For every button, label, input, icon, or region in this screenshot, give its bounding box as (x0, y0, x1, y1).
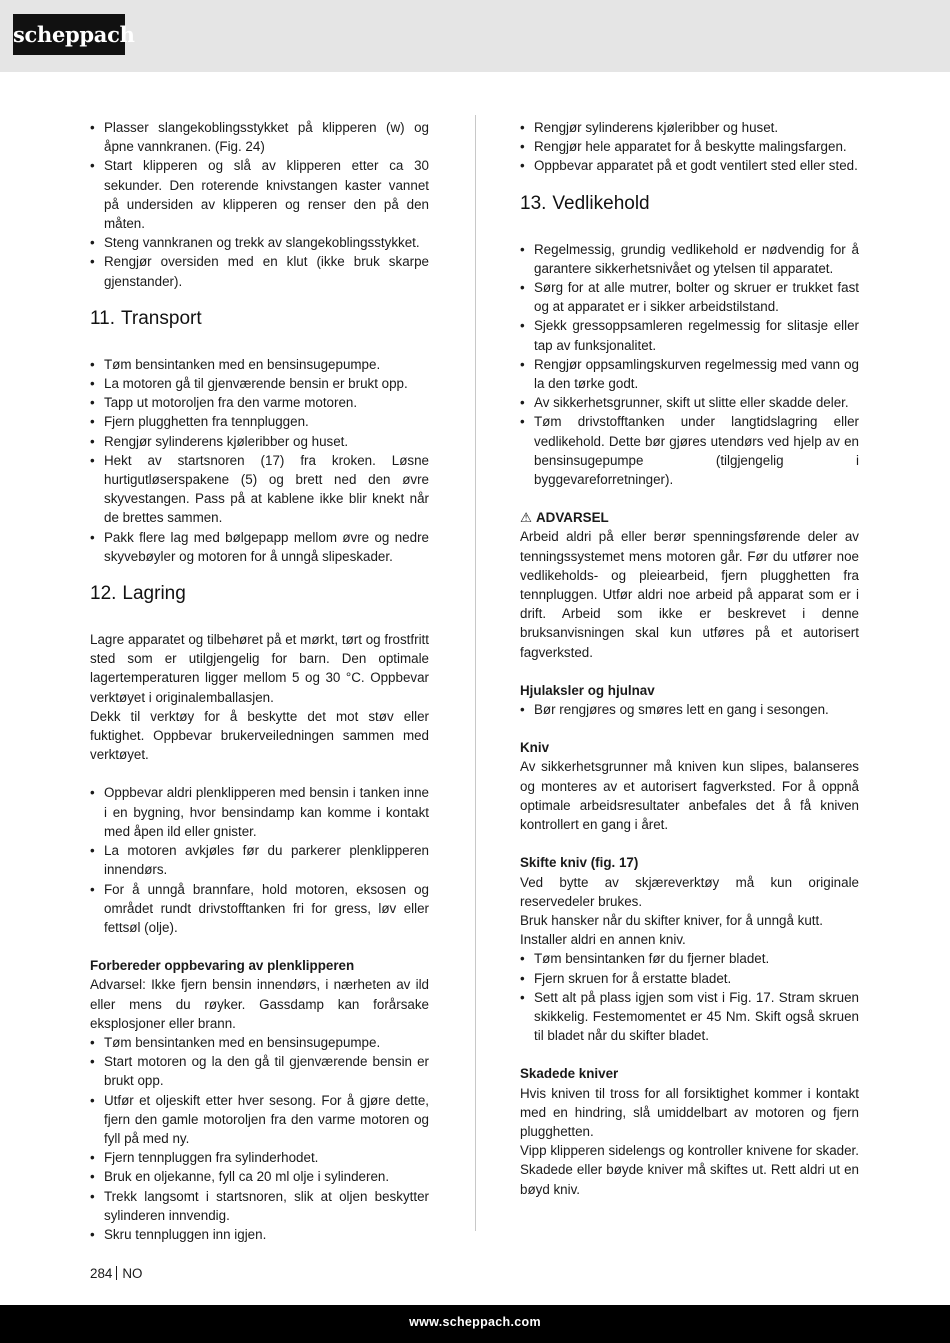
list-item: • Plasser slangekoblingsstykket på klipperen (w) og åpne vannkranen. (Fig. 24) (90, 118, 429, 156)
spacer (520, 834, 859, 853)
list-item: • Sjekk gressoppsamleren regelmessig for slitasje eller tap av funksjonalitet. (520, 316, 859, 354)
column-divider (475, 115, 476, 1231)
blade-paragraph: Av sikkerhetsgrunner må kniven kun slipes, balanseres og monteres av et autorisert fagverksted. For å oppnå optimale arbeidsresultater anbefales det å få kniven kontrollert en gang i året. (520, 759, 859, 833)
forbereder-paragraph: Advarsel: Ikke fjern bensin innendørs, i nærheten av ild eller mens du røyker. Gassdamp kan forårsake eksplosjoner eller brann. (90, 977, 429, 1031)
maintenance-list (520, 240, 859, 490)
change-blade-list (520, 949, 859, 1045)
section-number: 13. (520, 192, 547, 214)
subheading-forbereder: Forbereder oppbevaring av plenklipperen (90, 958, 355, 974)
list-item: • Trekk langsomt i startsnoren, slik at oljen beskytter sylinderen innvendig. (90, 1187, 429, 1225)
section-number: 12. (90, 583, 117, 605)
storage-paragraph-2: Dekk til verktøy for å beskytte det mot støv eller fuktighet. Oppbevar brukerveiledningen sammen med verktøyet. (90, 708, 429, 763)
list-item: • Bruk en oljekanne, fyll ca 20 ml olje i sylinderen. (90, 1167, 429, 1186)
website-url: www.scheppach.com (409, 1315, 541, 1329)
list-item: • Regelmessig, grundig vedlikehold er nødvendig for å garantere sikkerhetsnivået og ytelsen til apparatet. (520, 240, 859, 278)
section-title: Transport (121, 307, 202, 329)
cleaning-list (520, 118, 859, 176)
section-heading-vedlikehold (520, 192, 859, 216)
change-blade-paragraph-2: Bruk hansker når du skifter kniver, for å unngå kutt. (520, 912, 823, 928)
list-item: • Hekt av startsnoren (17) fra kroken. Løsne hurtigutløserspakene (5) og brett ned den øvre skyvestangen. Pass på at kablene ikke blir knekt når de brettes sammen. (90, 451, 429, 528)
storage-paragraph: Lagre apparatet og tilbehøret på et mørkt, tørt og frostfritt sted som er utilgjengelig for barn. Den optimale lagertemperaturen ligger mellom 5 og 30 °C. Oppbevar verktøyet i originalemballasjen. (90, 632, 429, 705)
spacer (520, 489, 859, 508)
section-heading-lagring (90, 582, 429, 606)
list-item: • Pakk flere lag med bølgepapp mellom øvre og nedre skyvebøyler og motoren for å unngå slipeskader. (90, 528, 429, 566)
warning-paragraph: Arbeid aldri på eller berør spenningsførende deler av tenningssystemet mens motoren går. Før du utfører noe vedlikeholds- og pleiearbeid, fjern plugghetten fra tennpluggen. Utfør aldri noe arbeid på apparat som er i drift. Arbeid som ikke er beskrevet i denne bruksanvisningen skal kun utføres på et autorisert fagverksted. (520, 529, 859, 660)
list-item: • Rengjør hele apparatet for å beskytte malingsfargen. (520, 137, 859, 156)
warning-triangle-icon: ⚠ (520, 510, 533, 526)
list-item: • Av sikkerhetsgrunner, skift ut slitte eller skadde deler. (520, 393, 859, 412)
change-blade-paragraph: Ved bytte av skjæreverktøy må kun originale reservedeler brukes. (520, 874, 859, 909)
list-item: • Tøm drivstofftanken under langtidslagring eller vedlikehold. Dette bør gjøres utendørs ved hjelp av en bensinsugepumpe (tilgjengelig i byggevareforretninger). (520, 412, 859, 489)
transport-list (90, 355, 429, 566)
wheel-list (520, 700, 859, 719)
list-item: • Oppbevar apparatet på et godt ventilert sted eller sted. (520, 156, 859, 175)
list-item: • Tøm bensintanken med en bensinsugepumpe. (90, 1033, 429, 1052)
list-item: • Sett alt på plass igjen som vist i Fig. 17. Stram skruen skikkelig. Festemomentet er 45 Nm. Skift også skruen til bladet når du skifter bladet. (520, 988, 859, 1046)
spacer (90, 937, 429, 956)
spacer (90, 764, 429, 783)
subheading-skifte-kniv: Skifte kniv (fig. 17) (520, 855, 639, 871)
scheppach-logo: scheppach (13, 14, 125, 55)
spacer (520, 1045, 859, 1064)
list-item: • Fjern plugghetten fra tennpluggen. (90, 412, 429, 431)
page-number-label (90, 1265, 142, 1283)
list-item: • Tapp ut motoroljen fra den varme motoren. (90, 393, 429, 412)
subheading-skadede-kniver: Skadede kniver (520, 1066, 619, 1082)
warning-title: ADVARSEL (536, 510, 609, 526)
list-item: • Fjern skruen for å erstatte bladet. (520, 969, 859, 988)
list-item: • Oppbevar aldri plenklipperen med bensin i tanken inne i en bygning, hvor bensindamp kan komme i kontakt med åpen ild eller gnister. (90, 783, 429, 841)
list-item: • La motoren gå til gjenværende bensin er brukt opp. (90, 374, 429, 393)
section-title: Lagring (122, 583, 186, 605)
footer-bar (0, 1305, 950, 1343)
list-item: • Rengjør sylinderens kjøleribber og huset. (520, 118, 859, 137)
list-item: • Start motoren og la den gå til gjenværende bensin er brukt opp. (90, 1052, 429, 1090)
subheading-hjulaksler: Hjulaksler og hjulnav (520, 682, 655, 698)
list-item: • Start klipperen og slå av klipperen etter ca 30 sekunder. Den roterende knivstangen kaster vannet på undersiden av klipperen og renser den på den måten. (90, 156, 429, 233)
list-item: • Steng vannkranen og trekk av slangekoblingsstykket. (90, 233, 429, 252)
list-item: • For å unngå brannfare, hold motoren, eksosen og området rundt drivstofftanken fri for gress, løv eller fettsøl (olje). (90, 880, 429, 938)
change-blade-paragraph-3: Installer aldri en annen kniv. (520, 932, 686, 948)
warning-heading (520, 508, 859, 527)
storage-list (90, 783, 429, 937)
damaged-blade-paragraph-2: Vipp klipperen sidelengs og kontroller knivene for skader. Skadede eller bøyde kniver må skiftes ut. Rett aldri ut en bøyd kniv. (520, 1143, 859, 1197)
list-item: • Skru tennpluggen inn igjen. (90, 1225, 429, 1244)
list-item: • Tøm bensintanken før du fjerner bladet. (520, 949, 859, 968)
cleaning-steps-list (90, 118, 429, 291)
subheading-kniv: Kniv (520, 740, 550, 756)
page-number: 284 (90, 1266, 113, 1281)
list-item: • La motoren avkjøles før du parkerer plenklipperen innendørs. (90, 841, 429, 879)
spacer (520, 662, 859, 681)
list-item: • Rengjør oppsamlingskurven regelmessig med vann og la den tørke godt. (520, 355, 859, 393)
right-column (520, 118, 859, 1199)
section-heading-transport (90, 307, 429, 331)
section-title: Vedlikehold (552, 192, 650, 214)
list-item: • Fjern tennpluggen fra sylinderhodet. (90, 1148, 429, 1167)
list-item: • Tøm bensintanken med en bensinsugepumpe. (90, 355, 429, 374)
spacer (520, 719, 859, 738)
list-item: • Rengjør oversiden med en klut (ikke bruk skarpe gjenstander). (90, 252, 429, 290)
list-item: • Sørg for at alle mutrer, bolter og skruer er trukket fast og at apparatet er i sikker arbeidstilstand. (520, 278, 859, 316)
forbereder-list (90, 1033, 429, 1244)
language-code: NO (122, 1266, 143, 1281)
page-header (0, 0, 950, 72)
section-number: 11. (90, 307, 116, 329)
left-column (90, 118, 429, 1244)
separator (116, 1266, 117, 1280)
list-item: • Rengjør sylinderens kjøleribber og huset. (90, 432, 429, 451)
list-item: • Bør rengjøres og smøres lett en gang i sesongen. (520, 700, 859, 719)
damaged-blade-paragraph: Hvis kniven til tross for all forsiktighet kommer i kontakt med en hindring, slå umiddelbart av motoren og fjern plugghetten. (520, 1085, 859, 1139)
list-item: • Utfør et oljeskift etter hver sesong. For å gjøre dette, fjern den gamle motoroljen fra den varme motoren og fyll på med ny. (90, 1091, 429, 1149)
